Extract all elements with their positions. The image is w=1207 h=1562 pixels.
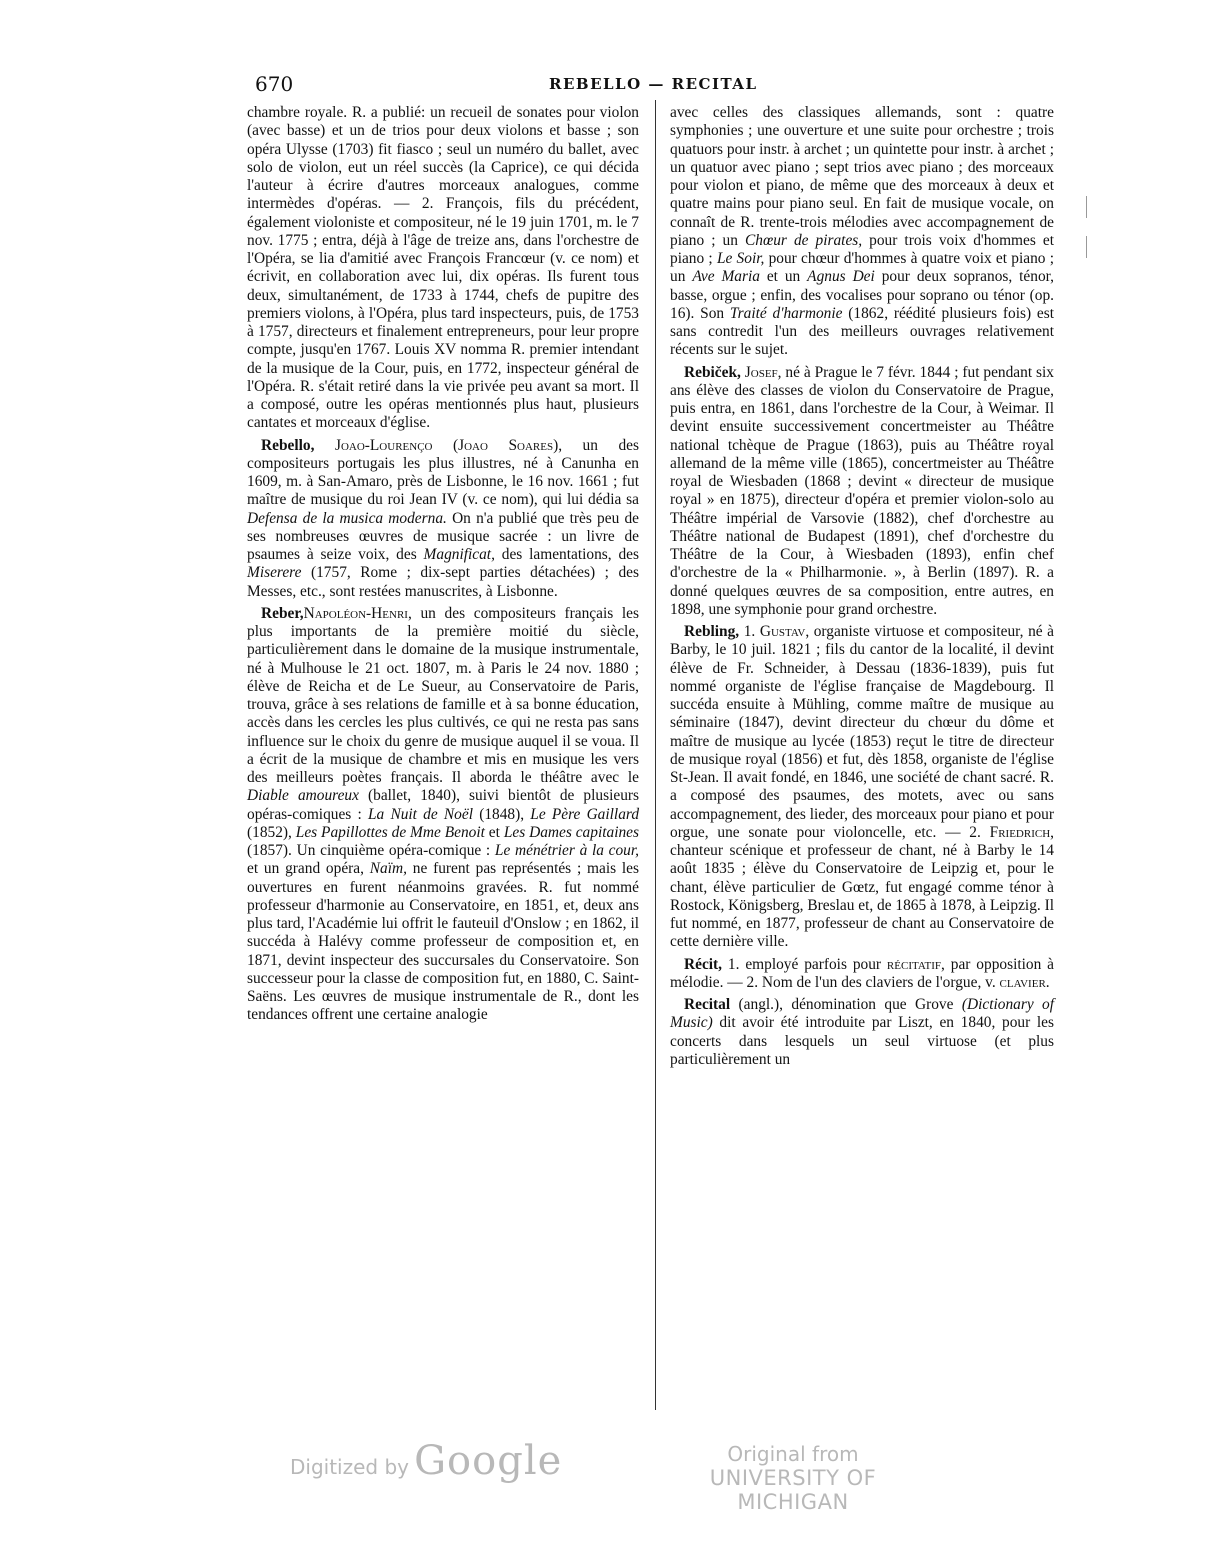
university-text: UNIVERSITY OF MICHIGAN xyxy=(709,1466,877,1514)
work-title: Naïm, xyxy=(369,860,407,878)
work-title: Le Soir, xyxy=(716,250,765,267)
entry-text: par opposition à mélodie. — 2. Nom de l'un des claviers de l'orgue, v. xyxy=(670,955,1054,991)
entry-text: (ballet, 1840), suivi bientôt de plusieurs opéras-comiques : xyxy=(247,787,639,823)
entry-recital xyxy=(670,996,1054,1069)
name-rebicek: Josef, xyxy=(744,363,782,381)
paragraph-reber-continued xyxy=(670,104,1054,360)
work-title: Chœur de pirates, xyxy=(745,231,863,249)
entry-rebicek xyxy=(670,364,1054,620)
work-title: Le Père Gaillard xyxy=(530,805,640,823)
page-number: 670 xyxy=(255,72,294,96)
entry-text: chanteur scénique et professeur de chant, né à Barby le 14 août 1835 ; élève du Conservatoire de Leipzig et, pour le chant, élève particulier de Gœtz, fut engagé comme ténor à Rostock, Königsberg, Breslau et, de 1865 à 1878, à Leipzig. Il fut nommé, en 1877, professeur de chant au Conservatoire de cette dernière ville. xyxy=(670,842,1054,951)
headword-reber: Reber, xyxy=(261,604,304,622)
work-title: Miserere xyxy=(247,564,302,582)
entry-text: (1852), xyxy=(247,823,296,841)
entry-text: pour chœur d'hommes à quatre voix et piano ; un xyxy=(670,250,1054,286)
headword-rebling: Rebling, xyxy=(684,623,740,640)
work-title: Magnificat, xyxy=(423,546,495,563)
entry-text: un des compositeurs portugais les plus illustres, né à Canunha en 1609, m. à San-Amaro, près de Lisbonne, le 16 nov. 1661 ; fut maître de musique du roi Jean IV (v. ce nom), qui lui dédia sa xyxy=(247,436,639,509)
entry-text: On n'a publié que très peu de ses nombreuses œuvres de musique sacrée : un livre de psaumes à seize voix, des xyxy=(247,509,639,563)
work-title: Defensa de la musica moderna. xyxy=(247,509,447,527)
entry-text: des lamentations, des xyxy=(494,546,639,563)
gutter-mark xyxy=(1086,236,1087,258)
name-friedrich: Friedrich, xyxy=(989,823,1054,841)
original-from-text: Original from xyxy=(727,1442,859,1466)
entry-text: (1857). Un cinquième opéra-comique : xyxy=(247,842,495,859)
headword-recit: Récit, xyxy=(684,955,723,973)
work-title: Agnus Dei xyxy=(807,268,875,286)
name-rebling: 1. Gustav, xyxy=(743,623,810,640)
entry-text: un des compositeurs français les plus importants de la première moitié du siècle, particulièrement dans le domaine de la musique instrumentale, né à Mulhouse le 21 oct. 1807, m. à Paris le 24 nov. 1880 ; élève de Reicha et de Le Sueur, au Conservatoire de Paris, trouva, grâce à ses relations de famille et à sa bonne éducation, accès dans les cercles les plus cultivés, ce qui ne resta pas sans influence sur le choix du genre de musique auquel il se voua. Il a écrit de la musique de chambre et mis en musique les vers des meilleurs poètes français. Il aborda le théâtre avec le xyxy=(247,604,639,786)
entry-text: et un grand opéra, xyxy=(247,860,370,878)
entry-text: (1757, Rome ; dix-sept parties détachées) ; des Messes, etc., sont restées manuscrites, à Lisbonne. xyxy=(247,564,639,600)
entry-text: (angl.), dénomination que Grove xyxy=(730,996,962,1013)
entry-text: ne furent pas représentés ; mais les ouvertures en furent néanmoins gravées. R. fut nommé professeur d'harmonie au Conservatoire, en 1851, et, deux ans plus tard, l'Académie lui offrit le fauteuil d'Onslow ; en 1862, il succéda à Halévy comme professeur de composition et, en 1871, devint inspecteur des succursales du Conservatoire. Son successeur pour la classe de composition fut, en 1880, C. Saint-Saëns. Les œuvres de musique instrumentale de R., dont les tendances offrent une certaine analogie xyxy=(247,860,639,1024)
entry-reber xyxy=(247,605,639,1025)
headword-rebello: Rebello, xyxy=(261,436,315,454)
cross-reference: récitatif, xyxy=(886,955,945,973)
work-title: Diable amoureux xyxy=(247,787,359,805)
work-title: (Dictionary of Music) xyxy=(670,996,1055,1032)
left-column xyxy=(247,104,639,1025)
entry-text: pour trois voix d'hommes et piano ; xyxy=(670,231,1055,267)
gutter-mark xyxy=(1086,196,1087,218)
entry-text: né à Prague le 7 févr. 1844 ; fut pendant six ans élève des classes de violon du Conservatoire de Prague, puis entra, en 1861, dans l'orchestre de la Cour, à Weimar. Il devint ensuite successivement concertmeister au Théâtre national tchèque de Prague (1863), puis au Théâtre royal allemand de la même ville (1865), concertmeister au Théâtre royal de Wiesbaden (1868 ; devint « directeur de musique royal » en 1875), directeur d'opéra et premier violon-solo au Théâtre impérial de Varsovie (1882), chef d'orchestre au Théâtre national de Budapest (1891), chef d'orchestre du Théâtre de la Cour, à Wiesbaden (1893), enfin chef d'orchestre de la « Philharmonie. », à Berlin (1897). R. a donné quelques œuvres de sa composition, entre autres, en 1898, une symphonie pour grand orchestre. xyxy=(670,363,1054,618)
entry-text: et un xyxy=(759,268,808,286)
entry-text: 1. employé parfois pour xyxy=(722,955,887,973)
entry-rebello xyxy=(247,437,639,601)
right-column xyxy=(670,104,1054,1069)
headword-rebicek: Rebiček, xyxy=(684,363,741,381)
entry-text: (1848), xyxy=(472,805,531,823)
google-logo: Google xyxy=(414,1438,563,1484)
work-title: Les Papillottes de Mme Benoit xyxy=(295,823,485,841)
work-title: Ave Maria xyxy=(692,268,760,286)
running-title: REBELLO — RECITAL xyxy=(549,75,758,93)
cross-reference: clavier. xyxy=(999,973,1050,991)
entry-text: et xyxy=(484,823,504,841)
entry-recit xyxy=(670,956,1054,993)
work-title: La Nuit de Noël xyxy=(367,805,473,823)
entry-text: (1862, réédité plusieurs fois) est sans contredit l'un des meilleurs ouvrages relativement récents sur le sujet. xyxy=(670,304,1054,359)
name-reber: Napoléon-Henri, xyxy=(303,604,412,622)
digitized-by-text: Digitized by xyxy=(290,1455,409,1479)
paragraph-rebel-continued: chambre royale. R. a publié: un recueil de sonates pour violon (avec basse) et un de trios pour deux violons et basse ; son opéra Ulysse (1703) fit fiasco ; seul un numéro du ballet, avec solo de violon, eut un réel succès (la Caprice), ce qui décida l'auteur à écrire d'autres morceaux analogues, comme intermèdes d'opéras. — 2. François, fils du précédent, également violoniste et compositeur, né le 19 juin 1701, m. le 7 nov. 1775 ; entra, déjà à l'âge de treize ans, dans l'orchestre de l'Opéra, se lia d'amitié avec François Francœur (v. ce nom) et écrivit, en collaboration avec lui, dix opéras. Ils furent tous deux, simultanément, de 1733 à 1744, chefs de pupitre des premiers violons, à l'Opéra, plus tard inspecteurs, puis, de 1753 à 1757, directeurs et finalement entrepreneurs, pour leur propre compte, jusqu'en 1767. Louis XV nomma R. premier intendant de la musique de la Cour, puis, en 1772, inspecteur général de l'Opéra. R. s'était retiré dans la vie privée peu avant sa mort. Il a composé, outre les opéras mentionnés plus haut, plusieurs cantates et morceaux d'église. xyxy=(247,104,639,432)
original-from-watermark xyxy=(668,1442,918,1514)
entry-rebling xyxy=(670,623,1054,952)
work-title: Les Dames capitaines xyxy=(503,823,639,841)
digitized-by-watermark xyxy=(290,1438,562,1484)
entry-text: avec celles des classiques allemands, sont : quatre symphonies ; une ouverture et une suite pour orchestre ; trois quatuors pour instr. à archet ; un quintette pour instr. à archet ; un quatuor avec piano ; sept trios avec piano ; des morceaux pour violon et piano, de même que des morceaux à deux et quatre mains pour piano seul. En fait de musique vocale, on connaît de R. trente-trois mélodies avec accompagnement de piano ; un xyxy=(670,104,1054,249)
work-title: Le ménétrier à la cour, xyxy=(494,842,640,859)
entry-text: organiste virtuose et compositeur, né à Barby, le 10 juil. 1821 ; fils du cantor de la localité, il devint élève de Fr. Schneider, à Dessau (1836-1839), puis fut nommé organiste de l'église française de Magdebourg. Il succéda ensuite à Mühling, comme maître de musique au séminaire (1847), devint directeur du chœur du dôme et maître de musique au lycée (1853) reçut le titre de directeur de musique royal (1856) et fut, dès 1858, organiste de l'église St-Jean. Il avait fondé, en 1846, une société de chant sacré. R. a composé des psaumes, des motets, avec ou sans accompagnement, des lieder, des morceaux pour piano et pour orgue, une sonate pour violoncelle, etc. — 2. xyxy=(670,623,1055,841)
column-divider xyxy=(655,100,656,1410)
headword-recital: Recital xyxy=(684,996,731,1013)
entry-text: pour deux sopranos, ténor, basse, orgue ; enfin, des vocalises pour soprano ou ténor (op. 16). Son xyxy=(670,268,1055,322)
work-title: Traité d'harmonie xyxy=(729,304,843,322)
name-rebello: Joao-Lourenço (Joao Soares), xyxy=(334,436,563,454)
entry-text: dit avoir été introduite par Liszt, en 1840, pour les concerts dans lesquels un seul virtuose (et plus particulièrement un xyxy=(670,1014,1054,1068)
